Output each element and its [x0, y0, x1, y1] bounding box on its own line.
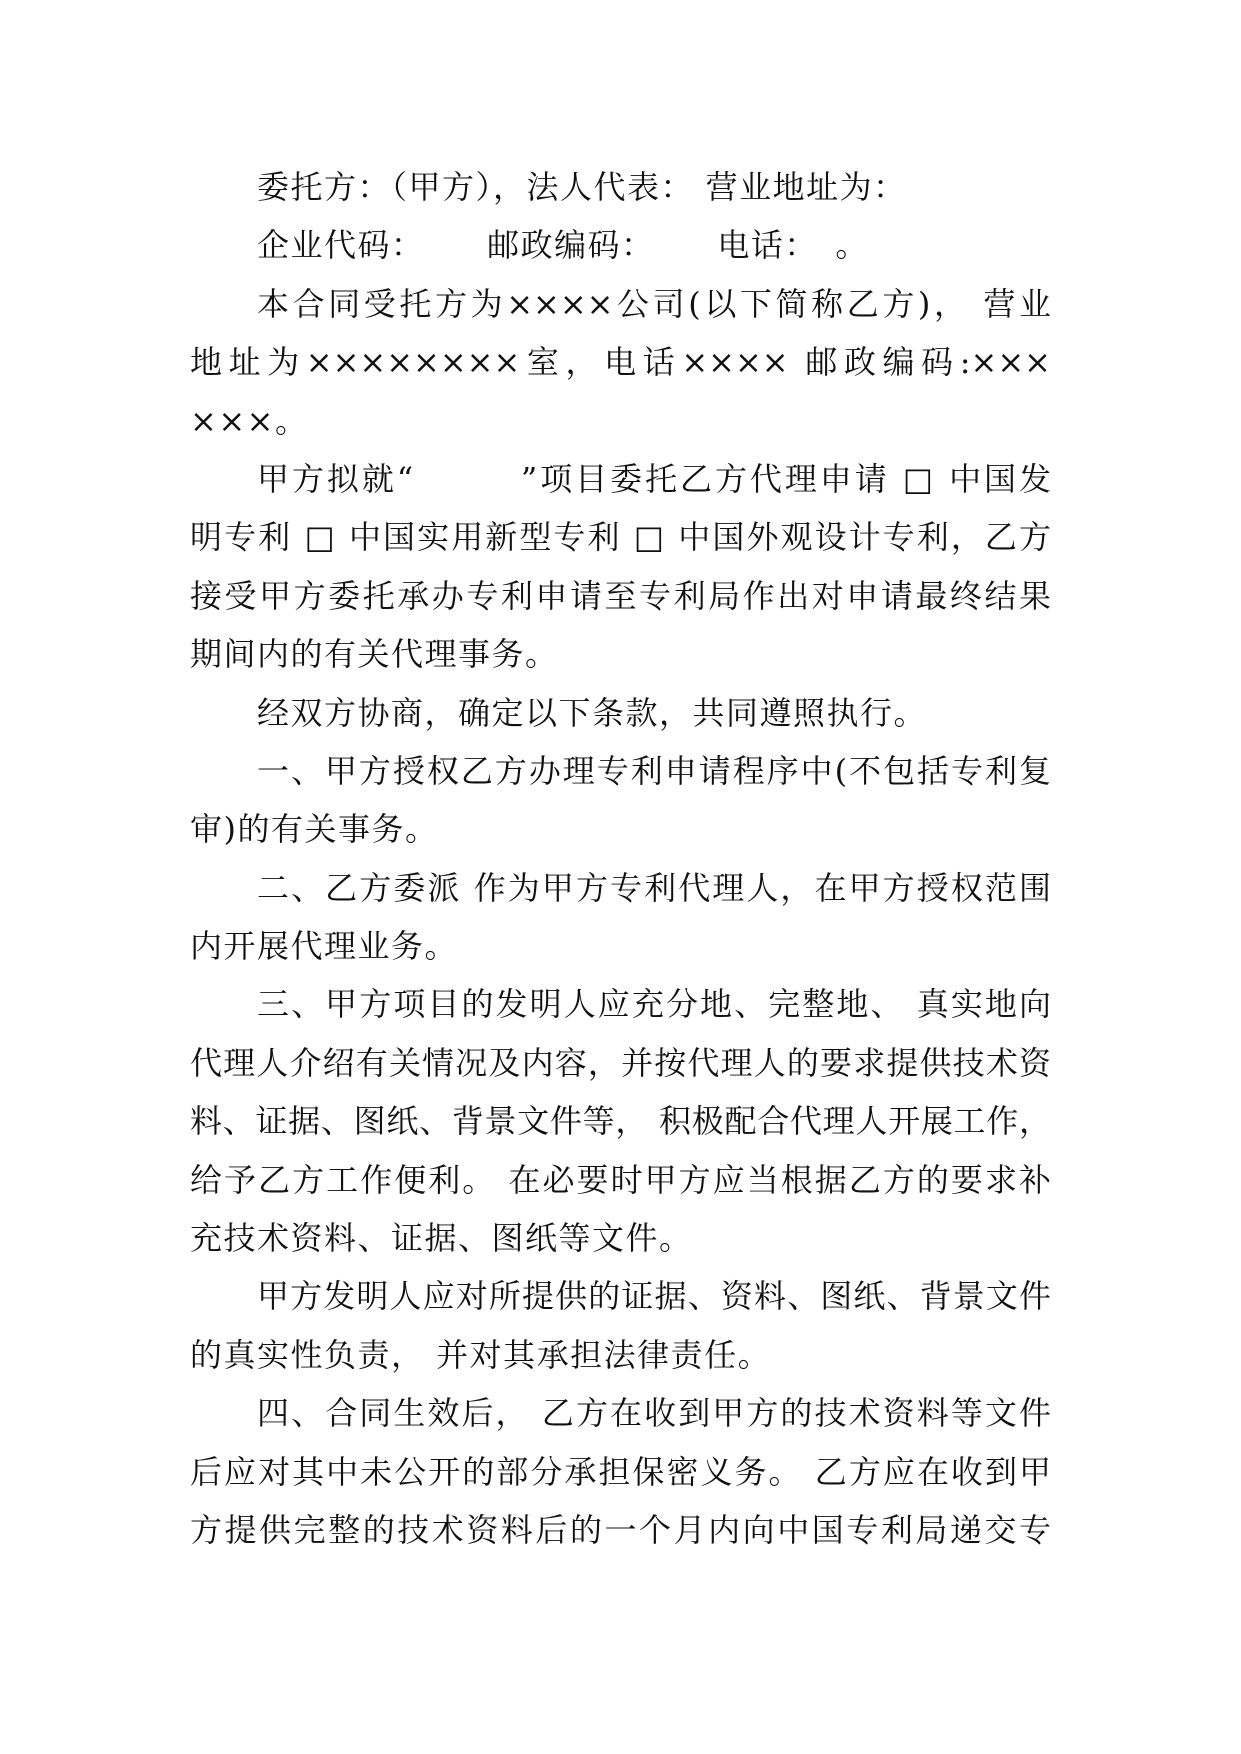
- text-line: 代理人介绍有关情况及内容，并按代理人的要求提供技术资: [190, 1043, 1051, 1082]
- text-line: 接受甲方委托承办专利申请至专利局作出对申请最终结果: [190, 576, 1051, 615]
- paragraph-agreement-intro: [190, 684, 1051, 742]
- text-line: 明专利 □ 中国实用新型专利 □ 中国外观设计专利，乙方: [190, 518, 1051, 557]
- paragraph-client-info: [190, 158, 1051, 216]
- clause-2: [190, 859, 1051, 976]
- text-line: 甲方发明人应对所提供的证据、资料、图纸、背景文件: [257, 1277, 1051, 1316]
- text-line: 一、甲方授权乙方办理专利申请程序中(不包括专利复: [257, 751, 1051, 790]
- paragraph-inventor-responsibility: [190, 1267, 1051, 1384]
- paragraph-client-contact: [190, 216, 1051, 274]
- clause-1: [190, 742, 1051, 859]
- text-line: 委托方：（甲方），法人代表： 营业地址为：: [257, 168, 907, 206]
- text-line: 地址为××××××××室，电话×××× 邮政编码:×××: [190, 343, 1051, 382]
- text-line: 后应对其中未公开的部分承担保密义务。 乙方应在收到甲: [190, 1452, 1051, 1491]
- text-line: 充技术资料、证据、图纸等文件。: [190, 1219, 693, 1258]
- text-line: 本合同受托方为××××公司(以下简称乙方)， 营业: [257, 284, 1051, 323]
- text-line: 企业代码： 邮政编码： 电话： 。: [257, 226, 869, 265]
- text-line: 给予乙方工作便利。 在必要时甲方应当根据乙方的要求补: [190, 1160, 1051, 1199]
- text-line: 期间内的有关代理事务。: [190, 635, 559, 674]
- text-line: 经双方协商，确定以下条款，共同遵照执行。: [257, 693, 928, 732]
- text-line: 二、乙方委派 作为甲方专利代理人，在甲方授权范围: [257, 868, 1051, 907]
- text-line: 甲方拟就“ ”项目委托乙方代理申请 □ 中国发: [257, 459, 1051, 498]
- clause-4: [190, 1384, 1051, 1559]
- text-line: ×××。: [190, 401, 309, 440]
- clause-3: [190, 975, 1051, 1267]
- paragraph-commission-scope: [190, 450, 1051, 684]
- text-line: 四、合同生效后， 乙方在收到甲方的技术资料等文件: [257, 1394, 1051, 1433]
- text-line: 的真实性负责， 并对其承担法律责任。: [190, 1335, 772, 1374]
- text-line: 料、证据、图纸、背景文件等， 积极配合代理人开展工作，: [190, 1102, 1051, 1141]
- text-line: 方提供完整的技术资料后的一个月内向中国专利局递交专: [190, 1510, 1051, 1549]
- text-line: 内开展代理业务。: [190, 927, 459, 966]
- document-body: [190, 158, 1051, 1559]
- text-line: 审)的有关事务。: [190, 810, 439, 849]
- paragraph-agent-info: [190, 275, 1051, 450]
- text-line: 三、甲方项目的发明人应充分地、完整地、 真实地向: [257, 985, 1051, 1024]
